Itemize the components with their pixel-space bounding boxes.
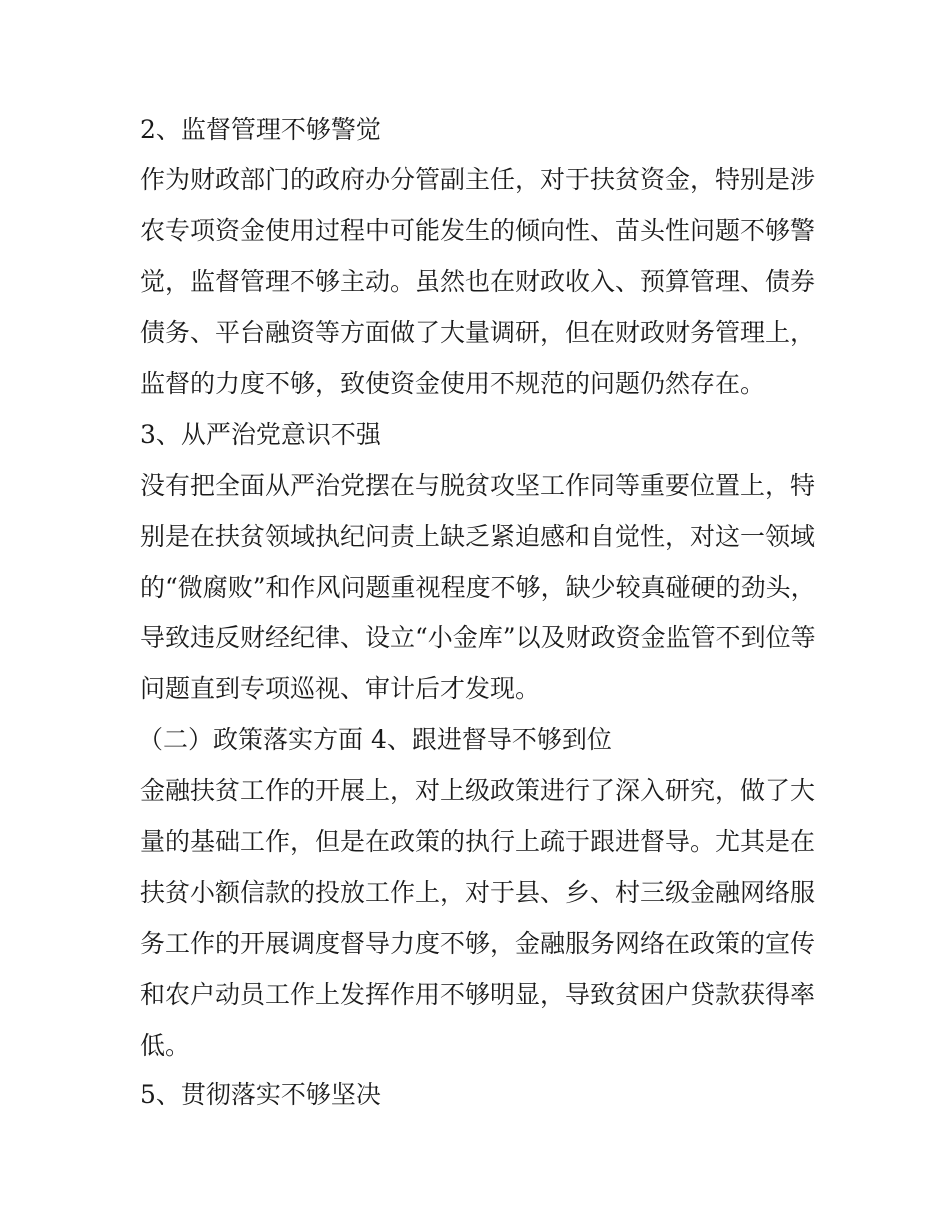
paragraph-line: 导致违反财经纪律、设立“小金库”以及财政资金监管不到位等 xyxy=(140,623,816,652)
section-heading-3: 3、从严治党意识不强 xyxy=(140,420,381,449)
paragraph-line: 没有把全面从严治党摆在与脱贫攻坚工作同等重要位置上，特 xyxy=(140,471,816,500)
paragraph-line: 作为财政部门的政府办分管副主任，对于扶贫资金，特别是涉 xyxy=(140,165,816,194)
paragraph-line: 监督的力度不够，致使资金使用不规范的问题仍然存在。 xyxy=(140,369,766,398)
paragraph-line: 的“微腐败”和作风问题重视程度不够，缺少较真碰硬的劲头， xyxy=(140,573,816,602)
paragraph-line: 农专项资金使用过程中可能发生的倾向性、苗头性问题不够警 xyxy=(140,216,816,245)
paragraph-line: 务工作的开展调度督导力度不够，金融服务网络在政策的宣传 xyxy=(140,929,816,958)
paragraph-line: 债务、平台融资等方面做了大量调研，但在财政财务管理上， xyxy=(140,318,816,347)
paragraph-line: 金融扶贫工作的开展上，对上级政策进行了深入研究，做了大 xyxy=(140,776,816,805)
paragraph-line: 和农户动员工作上发挥作用不够明显，导致贫困户贷款获得率 xyxy=(140,980,816,1009)
paragraph-line: 别是在扶贫领域执纪问责上缺乏紧迫感和自觉性，对这一领域 xyxy=(140,522,816,551)
section-heading-2: 2、监督管理不够警觉 xyxy=(140,115,381,144)
paragraph-line: 低。 xyxy=(140,1031,191,1060)
paragraph-line: 扶贫小额信款的投放工作上，对于县、乡、村三级金融网络服 xyxy=(140,878,816,907)
section-heading-policy: （二）政策落实方面 4、跟进督导不够到位 xyxy=(138,725,612,754)
paragraph-line: 觉，监督管理不够主动。虽然也在财政收入、预算管理、债券 xyxy=(140,267,816,296)
paragraph-line: 问题直到专项巡视、审计后才发现。 xyxy=(140,674,541,703)
section-heading-5: 5、贯彻落实不够坚决 xyxy=(140,1080,381,1109)
paragraph-line: 量的基础工作，但是在政策的执行上疏于跟进督导。尤其是在 xyxy=(140,827,816,856)
